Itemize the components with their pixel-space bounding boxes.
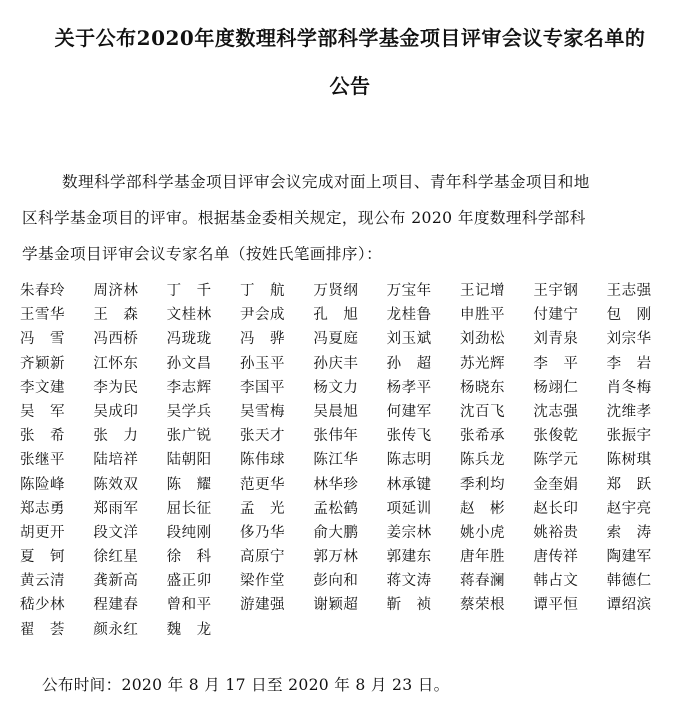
expert-name: 冯珑珑 <box>166 331 212 348</box>
expert-name: 刘劲松 <box>460 331 505 348</box>
expert-name: 嵇少林 <box>20 597 65 614</box>
expert-name: 万贤纲 <box>313 283 359 299</box>
expert-name: 张伟年 <box>313 428 359 445</box>
expert-name: 杨孝平 <box>386 379 432 396</box>
expert-name: 彭向和 <box>313 573 359 590</box>
expert-name: 张广锐 <box>166 428 212 445</box>
expert-name: 蔡荣根 <box>460 597 505 614</box>
expert-name: 苏光辉 <box>460 355 505 372</box>
expert-name: 姚裕贵 <box>533 524 579 541</box>
intro-paragraph-line-1: 数理科学部科学基金项目评审会议完成对面上项目、青年科学基金项目和地 <box>62 173 590 191</box>
expert-name: 王雪华 <box>20 307 65 324</box>
expert-name: 郭建东 <box>386 549 432 566</box>
notice-title-line-1: 关于公布2020年度数理科学部科学基金项目评审会议专家名单的 <box>54 26 646 50</box>
expert-name: 俞大鹏 <box>313 524 359 541</box>
expert-name: 姜宗林 <box>386 524 432 541</box>
expert-name: 张 力 <box>93 428 139 445</box>
expert-name: 万宝年 <box>386 283 432 299</box>
expert-name: 陈志明 <box>386 452 432 469</box>
expert-name: 冯 雪 <box>20 331 65 348</box>
expert-name: 付建宁 <box>533 307 579 324</box>
publication-period: 公布时间：2020 年 8 月 17 日至 2020 年 8 月 23 日。 <box>42 676 450 694</box>
intro-paragraph-line-2: 区科学基金项目的评审。根据基金委相关规定，现公布 2020 年度数理科学部科 <box>22 209 586 227</box>
expert-name: 颜永红 <box>93 621 139 638</box>
expert-name: 陆朝阳 <box>166 452 212 469</box>
expert-name: 孟松鹤 <box>313 500 359 517</box>
expert-name: 冯 骅 <box>240 331 285 348</box>
expert-name: 徐红星 <box>93 549 139 566</box>
expert-name: 段文洋 <box>93 524 139 541</box>
expert-name: 孙庆丰 <box>313 355 359 372</box>
expert-name: 张俊乾 <box>533 428 579 445</box>
expert-name: 谭平恒 <box>533 597 579 614</box>
expert-name: 高原宁 <box>240 549 285 566</box>
expert-name: 肖冬梅 <box>606 379 652 396</box>
expert-name: 陆培祥 <box>93 452 139 469</box>
expert-name: 张振宇 <box>606 428 652 445</box>
expert-name: 梁作堂 <box>240 573 285 590</box>
expert-name: 陈学元 <box>533 452 579 469</box>
expert-name: 冯夏庭 <box>313 331 359 348</box>
expert-name: 冯西桥 <box>93 331 139 348</box>
expert-name: 赵宇亮 <box>606 500 652 517</box>
expert-name: 王宇钢 <box>533 283 579 299</box>
expert-name: 张继平 <box>20 452 65 469</box>
expert-name: 刘宗华 <box>606 331 652 348</box>
expert-name: 孟 光 <box>240 500 285 517</box>
expert-name: 吴 军 <box>20 403 65 420</box>
expert-name: 王记增 <box>460 283 505 299</box>
expert-name-list <box>20 279 680 642</box>
expert-name: 尹会成 <box>240 307 285 324</box>
expert-name: 沈志强 <box>533 403 579 420</box>
expert-name: 林承键 <box>386 476 432 493</box>
expert-name: 索 涛 <box>606 524 652 541</box>
expert-name: 李 平 <box>533 355 579 372</box>
expert-name: 文桂林 <box>166 307 212 324</box>
expert-name: 侈乃华 <box>240 524 285 541</box>
expert-name: 程建春 <box>93 597 139 614</box>
expert-name: 王 森 <box>93 307 139 324</box>
expert-name: 孙 超 <box>386 355 432 372</box>
expert-name: 姚小虎 <box>460 524 505 541</box>
expert-name: 曾和平 <box>166 597 212 614</box>
expert-name: 翟 荟 <box>20 621 65 638</box>
expert-name: 江怀东 <box>93 355 139 372</box>
expert-name: 郑志勇 <box>20 500 65 517</box>
expert-name: 刘青泉 <box>533 331 579 348</box>
expert-name: 范更华 <box>240 476 285 493</box>
expert-name: 谢颖超 <box>313 597 359 614</box>
expert-name: 魏 龙 <box>166 621 212 638</box>
expert-name: 李 岩 <box>606 355 652 372</box>
expert-name: 沈维孝 <box>606 403 652 420</box>
expert-name: 孔 旭 <box>313 307 359 324</box>
expert-name: 申胜平 <box>460 307 505 324</box>
expert-name: 沈百飞 <box>460 403 505 420</box>
expert-name: 段纯刚 <box>166 524 212 541</box>
expert-name: 张希承 <box>460 428 505 445</box>
expert-name: 季利均 <box>460 476 505 493</box>
expert-name: 唐年胜 <box>460 549 505 566</box>
expert-name: 孙文昌 <box>166 355 212 372</box>
expert-name: 陈效双 <box>93 476 139 493</box>
expert-name: 陈险峰 <box>20 476 65 493</box>
expert-name: 吴学兵 <box>166 403 212 420</box>
expert-name: 黄云清 <box>20 573 65 590</box>
expert-name: 陈江华 <box>313 452 359 469</box>
expert-name: 包 刚 <box>606 307 652 324</box>
expert-name: 韩德仁 <box>606 573 652 590</box>
intro-paragraph-line-3: 学基金项目评审会议专家名单（按姓氏笔画排序）： <box>22 245 383 263</box>
expert-name: 丁 航 <box>240 283 285 299</box>
expert-name: 谭绍滨 <box>606 597 652 614</box>
expert-name: 刘玉斌 <box>386 331 432 348</box>
expert-name: 王志强 <box>606 283 652 299</box>
expert-name: 杨晓东 <box>460 379 505 396</box>
expert-name: 张 希 <box>20 428 65 445</box>
expert-name: 龙桂鲁 <box>386 307 432 324</box>
expert-name: 郭万林 <box>313 549 359 566</box>
expert-name: 林华珍 <box>313 476 359 493</box>
expert-name: 赵 彬 <box>460 500 505 517</box>
expert-name: 张传飞 <box>386 428 432 445</box>
expert-name: 蒋文涛 <box>386 573 432 590</box>
expert-name: 胡更开 <box>20 524 65 541</box>
expert-name: 赵长印 <box>533 500 579 517</box>
expert-name: 何建军 <box>386 403 432 420</box>
expert-name: 靳 祯 <box>386 597 432 614</box>
expert-name: 杨文力 <box>313 379 359 396</box>
expert-name: 李为民 <box>93 379 139 396</box>
expert-name: 陈兵龙 <box>460 452 505 469</box>
expert-name: 徐 科 <box>166 549 212 566</box>
expert-name: 周济林 <box>93 283 139 299</box>
expert-name: 吴雪梅 <box>240 403 285 420</box>
expert-name: 李志辉 <box>166 379 212 396</box>
expert-name: 吴晨旭 <box>313 403 359 420</box>
expert-name: 朱春玲 <box>20 283 65 299</box>
expert-name: 李文建 <box>20 379 65 396</box>
expert-name: 齐颖新 <box>20 355 65 372</box>
expert-name: 郑 跃 <box>606 476 652 493</box>
expert-name: 屈长征 <box>166 500 212 517</box>
expert-name: 陈伟球 <box>240 452 285 469</box>
expert-name: 游建强 <box>240 597 285 614</box>
expert-name: 吴成印 <box>93 403 139 420</box>
expert-name: 韩占文 <box>533 573 579 590</box>
expert-name: 陈 耀 <box>166 476 212 493</box>
expert-name: 蒋春澜 <box>460 573 505 590</box>
expert-name: 陶建军 <box>606 549 652 566</box>
expert-name: 唐传祥 <box>533 549 579 566</box>
expert-name: 郑雨军 <box>93 500 139 517</box>
expert-name: 项延训 <box>386 500 432 517</box>
expert-name: 盛正卯 <box>166 573 212 590</box>
notice-title-line-2: 公告 <box>329 74 371 98</box>
expert-name: 杨翊仁 <box>533 379 579 396</box>
expert-name: 金奎娟 <box>533 476 579 493</box>
expert-name: 李国平 <box>240 379 285 396</box>
expert-name: 张天才 <box>240 428 285 445</box>
expert-name: 夏 钶 <box>20 549 65 566</box>
expert-name: 丁 千 <box>166 283 212 299</box>
expert-name: 孙玉平 <box>240 355 285 372</box>
expert-name: 龚新高 <box>93 573 139 590</box>
expert-name: 陈树琪 <box>606 452 652 469</box>
